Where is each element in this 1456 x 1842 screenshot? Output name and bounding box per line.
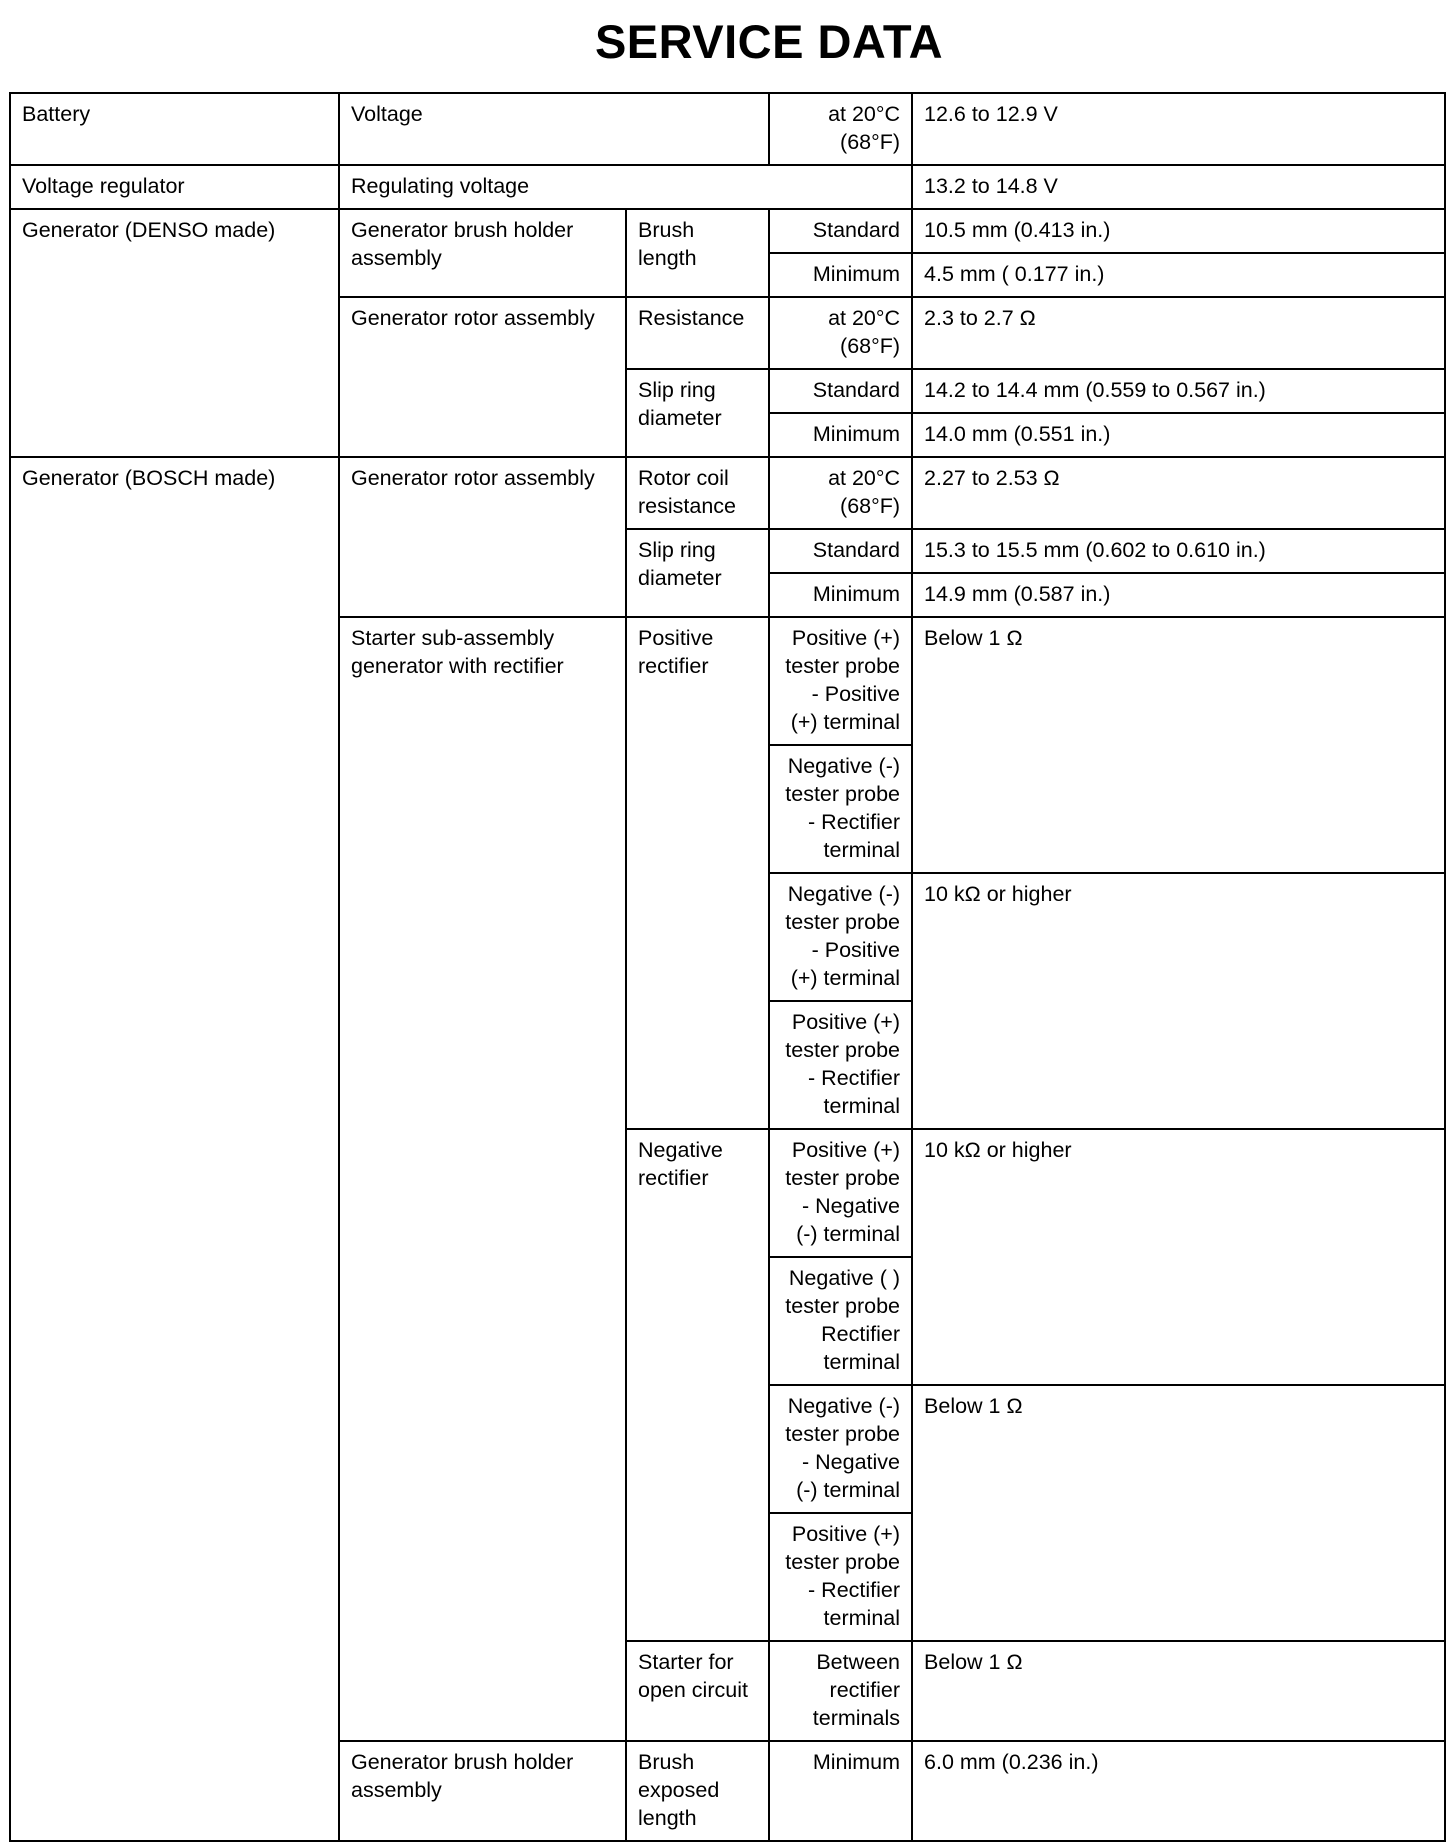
condition-cell: Positive (+) tester probe - Positive (+) terminal (769, 617, 912, 745)
value-cell: Below 1 Ω (912, 1385, 1445, 1641)
item-cell: Voltage (339, 93, 769, 165)
table-row-bosch-rotor-coil (10, 457, 1445, 529)
condition-cell: Negative (-) tester probe - Positive (+) terminal (769, 873, 912, 1001)
value-cell: 10.5 mm (0.413 in.) (912, 209, 1445, 253)
table-row-voltage-regulator (10, 165, 1445, 209)
value-cell: 14.9 mm (0.587 in.) (912, 573, 1445, 617)
item-cell: Regulating voltage (339, 165, 912, 209)
condition-cell: Between rectifier terminals (769, 1641, 912, 1741)
condition-cell: Standard (769, 529, 912, 573)
condition-cell: Positive (+) tester probe - Rectifier terminal (769, 1001, 912, 1129)
service-data-table (9, 92, 1446, 1842)
sub-item-cell: Starter for open circuit (626, 1641, 769, 1741)
condition-cell: Standard (769, 369, 912, 413)
value-cell: Below 1 Ω (912, 1641, 1445, 1741)
condition-cell: at 20°C (68°F) (769, 457, 912, 529)
value-cell: 13.2 to 14.8 V (912, 165, 1445, 209)
item-cell: Starter sub-assembly generator with rectifier (339, 617, 626, 1741)
value-cell: 10 kΩ or higher (912, 1129, 1445, 1385)
item-cell: Generator rotor assembly (339, 297, 626, 457)
sub-item-cell: Positive rectifier (626, 617, 769, 1129)
sub-item-cell: Brush length (626, 209, 769, 297)
item-cell: Generator rotor assembly (339, 457, 626, 617)
sub-item-cell: Slip ring diameter (626, 529, 769, 617)
component-cell: Generator (BOSCH made) (10, 457, 339, 1841)
condition-cell: Negative ( ) tester probe Rectifier terminal (769, 1257, 912, 1385)
sub-item-cell: Resistance (626, 297, 769, 369)
value-cell: 15.3 to 15.5 mm (0.602 to 0.610 in.) (912, 529, 1445, 573)
sub-item-cell: Rotor coil resistance (626, 457, 769, 529)
value-cell: 4.5 mm ( 0.177 in.) (912, 253, 1445, 297)
condition-cell: Positive (+) tester probe - Negative (-) terminal (769, 1129, 912, 1257)
value-cell: 6.0 mm (0.236 in.) (912, 1741, 1445, 1841)
condition-cell: at 20°C (68°F) (769, 297, 912, 369)
value-cell: 10 kΩ or higher (912, 873, 1445, 1129)
page-title: SERVICE DATA (594, 15, 944, 68)
item-cell: Generator brush holder assembly (339, 1741, 626, 1841)
condition-cell: Minimum (769, 573, 912, 617)
condition-cell: at 20°C (68°F) (769, 93, 912, 165)
sub-item-cell: Negative rectifier (626, 1129, 769, 1641)
condition-cell: Minimum (769, 1741, 912, 1841)
table-row-battery (10, 93, 1445, 165)
sub-item-cell: Brush exposed length (626, 1741, 769, 1841)
condition-cell: Minimum (769, 413, 912, 457)
condition-cell: Standard (769, 209, 912, 253)
value-cell: 14.0 mm (0.551 in.) (912, 413, 1445, 457)
value-cell: 12.6 to 12.9 V (912, 93, 1445, 165)
component-cell: Battery (10, 93, 339, 165)
value-cell: 14.2 to 14.4 mm (0.559 to 0.567 in.) (912, 369, 1445, 413)
sub-item-cell: Slip ring diameter (626, 369, 769, 457)
condition-cell: Negative (-) tester probe - Rectifier terminal (769, 745, 912, 873)
value-cell: 2.27 to 2.53 Ω (912, 457, 1445, 529)
component-cell: Voltage regulator (10, 165, 339, 209)
condition-cell: Positive (+) tester probe - Rectifier terminal (769, 1513, 912, 1641)
item-cell: Generator brush holder assembly (339, 209, 626, 297)
table-row-denso-brush-standard (10, 209, 1445, 253)
value-cell: 2.3 to 2.7 Ω (912, 297, 1445, 369)
condition-cell: Negative (-) tester probe - Negative (-) terminal (769, 1385, 912, 1513)
component-cell: Generator (DENSO made) (10, 209, 339, 457)
value-cell: Below 1 Ω (912, 617, 1445, 873)
condition-cell: Minimum (769, 253, 912, 297)
